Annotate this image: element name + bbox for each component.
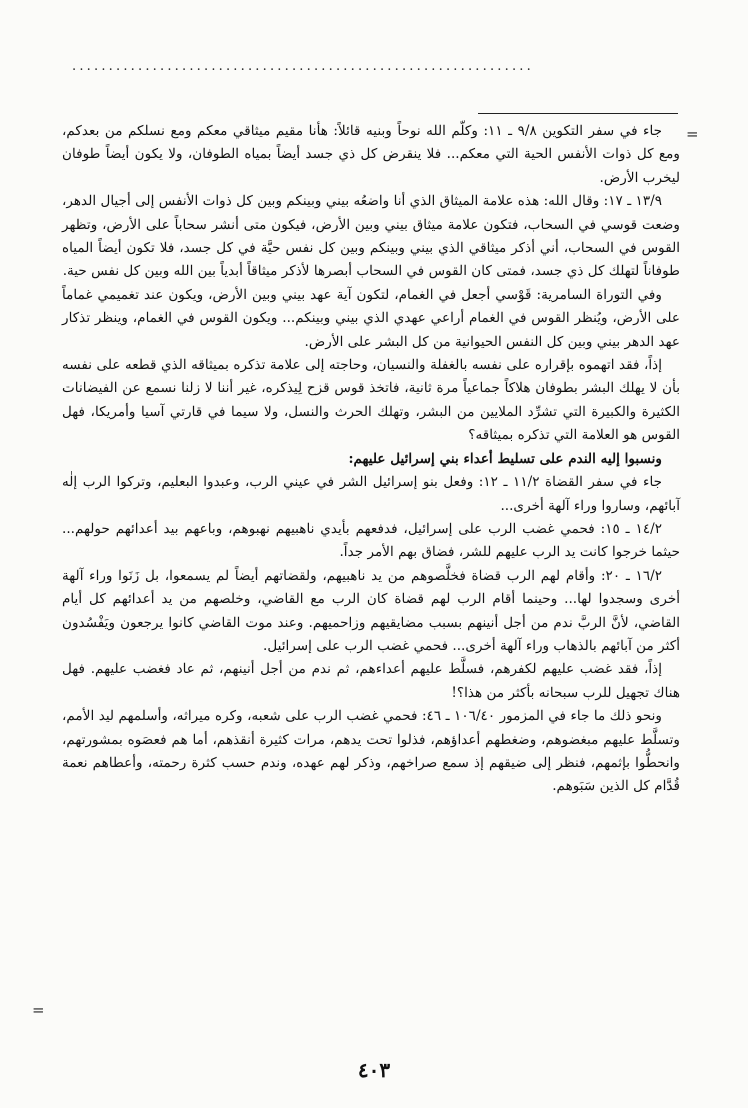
paragraph-genesis-covenant: جاء في سفر التكوين ٩/٨ ـ ١١: وكلّم الله نوحاً وبنيه قائلاً: هأنا مقيم ميثاقي معكم ومع نسلكم من بعدكم، ومع كل ذوات الأنفس الحية التي معكم... فلا ينقرض كل ذي جسد أيضاً بمياه الطوفان، ولا يكون أيضاً طوفان ليخرب الأرض. bbox=[62, 123, 680, 186]
paragraph-genesis-rainbow: ١٣/٩ ـ ١٧: وقال الله: هذه علامة الميثاق الذي أنا واضعُه بيني وبينكم وبين كل ذوات الأنفس إلى أجيال الدهر، وضعت قوسي في السحاب، فتكون علامة ميثاق بيني وبين الأرض، فيكون متى أنشر سحاباً على الأرض، وتظهر القوس في السحاب، أني أذكر ميثاقي الذي بيني وبينكم وبين كل نفس حيَّة في كل جسد، فلا تكون أيضاً المياه طوفاناً لتهلك كل ذي جسد، فمتى كان القوس في السحاب أبصرها لأذكر ميثاقاً أبدياً بين الله وبين كل نفس حية. bbox=[62, 193, 680, 280]
continuation-mark-top: = bbox=[686, 125, 699, 143]
section-heading-regret: ونسبوا إليه الندم على تسليط أعداء بني إسرائيل عليهم: bbox=[348, 450, 662, 467]
paragraph-samaritan-torah: وفي التوراة السامرية: قَوْسي أجعل في الغمام، لتكون آية عهد بيني وبين الأرض، ويكون عند تغميمي غماماً على الأرض، ويُنظر القوس في الغمام أراعي عهدي الذي بيني وبينكم... ويكون القوس في الغمام، وينظر تذكار عهد الدهر بيني وبين كل النفس الحيوانية من كل البشر على الأرض. bbox=[62, 286, 680, 350]
paragraph-rainbow-commentary: إذاً، فقد اتهموه بإقراره على نفسه بالغفلة والنسيان، وحاجته إلى علامة تذكره بميثاقه الذي قطعه على نفسه بأن لا يهلك البشر بطوفان هلاكاً جماعياً مرة ثانية، فاتخذ قوس قزح لِيذكره، غير أننا لا زلنا نسمع عن الفيضانات الكثيرة والكبيرة التي تشرِّد الملايين من البشر، وتهلك الحرث والنسل، ولا سيما في قارتي آسيا وأمريكا، فهل القوس هو العلامة التي تذكره بميثاقه؟ bbox=[62, 357, 680, 444]
top-dotted-separator: ............................................................... bbox=[72, 59, 534, 74]
footnote-separator-rule bbox=[478, 113, 678, 114]
paragraph-judges-16-20: ١٦/٢ ـ ٢٠: وأقام لهم الرب قضاة فخلَّصوهم من يد ناهبيهم، ولقضاتهم أيضاً لم يسمعوا، بل زَنَوا وراء آلهة أخرى وسجدوا لها... وحينما أقام الرب لهم قضاة كان الرب مع القاضي، وخلصهم من يد أعدائهم كل أيام القاضي، لأنَّ الربَّ ندم من أجل أنينهم بسبب مضايقيهم وزاحميهم. وعند موت القاضي كانوا يرجعون ويَفْسُدون أكثر من آبائهم بالذهاب وراء آلهة أخرى... فحمي غضب الرب على إسرائيل. bbox=[62, 567, 680, 654]
paragraph-psalm-106: ونحو ذلك ما جاء في المزمور ١٠٦/٤٠ ـ ٤٦: فحمي غضب الرب على شعبه، وكره ميراثه، وأسلمهم ليد الأمم، وتسلَّط عليهم مبغضوهم، وضغطهم أعداؤهم، فذلوا تحت يدهم، مرات كثيرة أنقذهم، أما هم فعصَوه بمشورتهم، وانحطُّوا بإثمهم، فنظر إلى ضيقهم إذ سمع صراخهم، وذكر لهم عهده، وندم حسب كثرة رحمته، وأعطاهم نعمة قُدَّام كل الذين سَبَوهم. bbox=[62, 708, 680, 795]
paragraph-judges-14-15: ١٤/٢ ـ ١٥: فحمي غضب الرب على إسرائيل، فدفعهم بأيدي ناهبيهم نهبوهم، وباعهم بيد أعدائهم حولهم... حيثما خرجوا كانت يد الرب عليهم للشر، فضاق بهم الأمر جداً. bbox=[62, 520, 680, 561]
continuation-mark-bottom: = bbox=[32, 1001, 45, 1019]
footnote-text-block bbox=[62, 120, 680, 799]
page-number: ٤٠٣ bbox=[357, 1058, 391, 1082]
paragraph-judges-commentary: إذاً، فقد غضب عليهم لكفرهم، فسلَّط عليهم أعداءهم، ثم ندم من أجل أنينهم، ثم عاد فغضب عليهم. فهل هناك تجهيل للرب سبحانه بأكثر من هذا؟! bbox=[62, 661, 680, 701]
paragraph-judges-intro: جاء في سفر القضاة ١١/٢ ـ ١٢: وفعل بنو إسرائيل الشر في عيني الرب، وعبدوا البعليم، وتركوا الرب إلٰه آبائهم، وساروا وراء آلهة أخرى... bbox=[62, 474, 680, 514]
